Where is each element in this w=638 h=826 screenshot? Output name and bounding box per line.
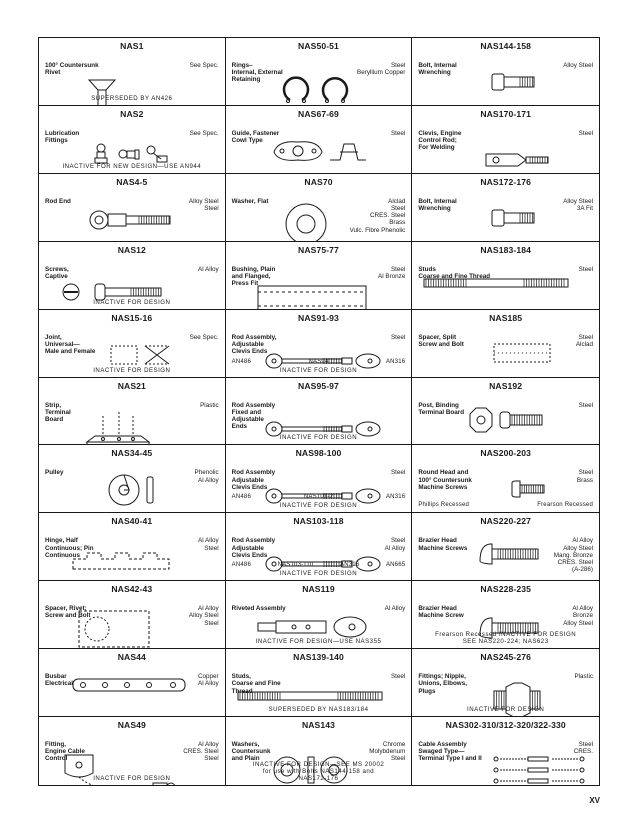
part-number: NAS200-203	[480, 448, 531, 459]
part-number: NAS98-100	[295, 448, 342, 459]
terminal-strip-icon	[83, 412, 153, 446]
part-description: Bolt, Internal Wrenching	[418, 62, 457, 77]
part-cell	[226, 310, 413, 378]
part-cell	[226, 445, 413, 513]
part-cell	[226, 174, 413, 242]
busbar-icon	[69, 677, 189, 693]
part-number: NAS40-41	[111, 516, 153, 527]
rod-end-icon	[87, 210, 177, 230]
part-material: Alloy Steel Steel	[188, 197, 219, 213]
part-number: NAS49	[117, 720, 146, 731]
part-number: NAS34-45	[111, 448, 153, 459]
part-material: Alloy Steel 3A Fit	[563, 197, 593, 213]
brazier-screw-icon	[476, 541, 546, 567]
part-material: Copper Al Alloy	[198, 673, 219, 688]
part-cell	[412, 717, 599, 785]
part-number: NAS143	[301, 720, 336, 731]
related-part-label: AN316	[385, 494, 406, 501]
part-description: Guide, Fastener Cowl Type	[231, 129, 280, 145]
part-number: NAS21	[117, 380, 146, 391]
part-material: Al Alloy	[198, 265, 219, 273]
part-description: Fitting, Engine Cable Control	[45, 741, 85, 763]
part-material: Phenolic Al Alloy	[194, 469, 219, 484]
part-description: Hinge, Half Continuous; Pin Continuous	[45, 537, 94, 559]
part-number: NAS91-93	[298, 312, 339, 323]
part-cell	[226, 717, 413, 785]
part-cell	[39, 513, 226, 581]
part-number: NAS185	[489, 312, 523, 323]
part-material: See Spec.	[189, 129, 219, 137]
part-number: NAS42-43	[111, 584, 153, 595]
part-description: Rod Assembly Fixed and Adjustable Ends	[231, 401, 276, 431]
part-description: Clevis, Engine Control Rod; For Welding	[418, 129, 462, 152]
part-description: Brazier Head Machine Screw	[418, 605, 464, 620]
part-number: NAS75-77	[298, 244, 339, 255]
part-description: Fittings; Nipple, Unions, Elbows, Plugs	[418, 673, 467, 695]
parts-index-grid	[38, 37, 600, 786]
split-spacer-icon	[492, 342, 552, 364]
part-cell	[412, 581, 599, 649]
part-description: 100° Countersunk Rivet	[45, 62, 99, 77]
related-part-numbers	[232, 359, 406, 365]
part-material: Steel	[578, 129, 593, 137]
part-material: Steel	[390, 469, 406, 477]
part-description: Spacer, Rivet; Screw and Bolt	[45, 605, 91, 620]
related-part-label: Phillips Recessed	[418, 502, 470, 509]
part-description: Washer, Flat	[231, 197, 269, 205]
related-part-label: AN486	[231, 494, 252, 501]
part-material: Al Alloy Alloy Steel Mang. Bronze CRES. Steel (A-286)	[553, 537, 593, 574]
related-part-label: AN316	[340, 562, 360, 569]
hinge-icon	[69, 551, 179, 573]
status-note: INACTIVE FOR NEW DESIGN—USE AN944	[62, 162, 202, 170]
part-cell	[226, 38, 413, 106]
part-material: Al Alloy Bronze Alloy Steel	[563, 605, 593, 627]
status-note: INACTIVE FOR DESIGN	[279, 570, 358, 578]
part-number: NAS172-176	[480, 176, 531, 187]
related-part-label: AN486	[231, 358, 252, 365]
part-number: NAS192	[489, 380, 523, 391]
part-material: Plastic	[200, 401, 219, 409]
part-cell	[39, 445, 226, 513]
part-cell	[39, 378, 226, 446]
part-cell	[412, 38, 599, 106]
part-number: NAS170-171	[480, 108, 531, 119]
status-note: INACTIVE FOR DESIGN	[93, 366, 171, 374]
part-description: Post, Binding Terminal Board	[418, 401, 465, 416]
part-cell	[39, 649, 226, 717]
part-material: Chrome Molybdenum Steel	[369, 741, 406, 763]
part-material: Alloy Steel	[563, 62, 593, 69]
related-part-numbers	[232, 494, 406, 500]
part-number: NAS139-140	[293, 652, 344, 663]
riveted-assembly-icon	[254, 615, 374, 639]
part-material: Steel Beryllium Copper	[357, 62, 406, 77]
pulley-icon	[107, 473, 157, 507]
part-number: NAS220-227	[480, 516, 531, 527]
part-cell	[226, 378, 413, 446]
part-cell	[39, 174, 226, 242]
part-cell	[412, 378, 599, 446]
cable-assembly-icon	[492, 753, 588, 785]
part-description: Joint, Universal— Male and Female	[45, 333, 96, 356]
part-cell	[412, 310, 599, 378]
related-part-numbers	[232, 562, 406, 568]
part-material: Steel	[578, 401, 593, 409]
part-cell	[412, 513, 599, 581]
part-description: Studs Coarse and Fine Thread	[418, 265, 491, 280]
stud-icon	[234, 689, 386, 703]
part-description: Strip, Terminal Board	[45, 401, 71, 423]
part-number: NAS4-5	[116, 176, 148, 187]
status-note: INACTIVE FOR DESIGN	[279, 366, 358, 374]
part-description: Rod End	[45, 197, 71, 205]
part-cell	[39, 581, 226, 649]
part-material: Steel	[578, 265, 593, 273]
status-note: INACTIVE FOR DESIGN	[279, 502, 358, 510]
part-description: Lubrication Fittings	[45, 129, 80, 145]
part-description: Busbar Electrical	[45, 673, 74, 688]
part-cell	[226, 242, 413, 310]
related-part-numbers	[418, 502, 593, 508]
cowl-fastener-guide-icon	[268, 134, 368, 164]
part-material: See Spec.	[189, 62, 219, 69]
part-description: Studs, Coarse and Fine Thread	[231, 673, 281, 695]
part-material: Steel	[390, 129, 406, 137]
part-number: NAS70	[304, 176, 333, 187]
part-number: NAS228-235	[480, 584, 531, 595]
status-note: INACTIVE FOR DESIGN—SEE MS 20002 for use with Bolts NAS144-158 and NAS172-176	[252, 760, 385, 782]
part-cell	[412, 242, 599, 310]
related-part-label: NAS94	[308, 358, 329, 365]
part-material: Al Alloy CRES. Steel Steel	[183, 741, 219, 763]
part-number: NAS12	[117, 244, 146, 255]
part-cell	[412, 174, 599, 242]
status-note: SUPERSEDED BY NAS183/184	[268, 706, 369, 714]
part-material: See Spec.	[189, 333, 219, 341]
part-number: NAS67-69	[298, 108, 339, 119]
part-cell	[412, 106, 599, 174]
part-description: Rod Assembly Adjustable Clevis Ends	[231, 469, 276, 491]
part-cell	[39, 717, 226, 785]
status-note: INACTIVE FOR DESIGN	[467, 706, 545, 714]
part-description: Rod Assembly Adjustable Clevis Ends	[231, 537, 276, 559]
part-description: Spacer, Split Screw and Bolt	[418, 333, 464, 348]
part-description: Rod Assembly, Adjustable Clevis Ends	[231, 333, 277, 356]
status-note: SUPERSEDED BY AN426	[91, 94, 173, 102]
part-description: Screws, Captive	[45, 265, 69, 280]
part-number: NAS245-276	[480, 652, 531, 663]
lubrication-fitting-icon	[91, 142, 171, 164]
internal-wrenching-bolt-icon	[490, 72, 540, 92]
bushing-icon	[252, 284, 372, 310]
part-material: Steel Al Alloy	[384, 537, 406, 552]
part-cell	[226, 513, 413, 581]
part-number: NAS119	[302, 584, 335, 595]
retaining-ring-icon	[278, 74, 358, 104]
part-cell	[39, 38, 226, 106]
page-number: XV	[589, 796, 600, 805]
related-part-label: Frearson Recessed	[537, 502, 593, 509]
part-cell	[39, 310, 226, 378]
part-number: NAS103-118	[293, 516, 344, 527]
part-description: Bolt, Internal Wrenching	[418, 197, 457, 213]
related-part-label: NAS101-2	[303, 494, 334, 501]
part-material: Steel Alclad	[575, 333, 593, 348]
part-number: NAS95-97	[298, 380, 339, 391]
part-cell	[412, 445, 599, 513]
part-number: NAS183-184	[480, 244, 531, 255]
internal-wrenching-bolt-icon	[490, 208, 540, 228]
part-cell	[226, 106, 413, 174]
part-material: Al Alloy Steel	[198, 537, 219, 552]
related-part-label: AN665	[385, 562, 406, 569]
machine-screw-icon	[508, 479, 548, 499]
universal-joint-icon	[109, 344, 179, 366]
status-note: Frearson Recessed INACTIVE FOR DESIGN SEE NAS220-224; NAS623	[435, 631, 577, 646]
part-number: NAS1	[120, 41, 144, 51]
part-number: NAS44	[117, 652, 146, 663]
stud-icon	[420, 276, 572, 290]
part-cell	[226, 649, 413, 717]
part-material: Al Alloy	[384, 605, 406, 613]
part-number: NAS50-51	[298, 41, 339, 51]
part-description: Pulley	[45, 469, 64, 477]
part-cell	[39, 106, 226, 174]
rivet-spacer-icon	[73, 609, 153, 649]
part-description: Bushing, Plain and Flanged, Press Fit	[231, 265, 276, 288]
status-note: INACTIVE FOR DESIGN	[93, 774, 171, 782]
part-description: Cable Assembly Swaged Type— Terminal Type I and II	[418, 741, 482, 763]
part-material: Plastic	[574, 673, 593, 681]
flat-washer-icon	[284, 202, 328, 242]
part-cell	[412, 649, 599, 717]
part-material: Steel	[390, 333, 406, 341]
part-cell	[226, 581, 413, 649]
part-description: Rings– Internal, External Retaining	[231, 62, 283, 84]
part-description: Round Head and 100° Countersunk Machine Screws	[418, 469, 472, 491]
part-material: Steel CRES.	[573, 741, 593, 756]
part-number: NAS144-158	[480, 41, 531, 51]
part-material: Al Alloy Alloy Steel Steel	[188, 605, 219, 627]
part-cell	[39, 242, 226, 310]
part-number: NAS302-310/312-320/322-330	[445, 720, 566, 731]
part-description: Washers, Countersunk and Plain	[231, 741, 271, 763]
related-part-label: AN486	[231, 562, 252, 569]
clevis-icon	[482, 150, 552, 170]
part-number: NAS15-16	[111, 312, 153, 323]
status-note: INACTIVE FOR DESIGN	[279, 434, 358, 442]
status-note: INACTIVE FOR DESIGN	[93, 298, 171, 306]
part-material: Steel Brass	[576, 469, 593, 484]
part-material: Steel Al Bronze	[378, 265, 406, 280]
part-number: NAS2	[120, 108, 144, 119]
part-material: Alclad Steel CRES. Steel Brass Vulc. Fibre Phenolic	[349, 197, 406, 234]
part-description: Brazier Head Machine Screws	[418, 537, 468, 552]
binding-post-icon	[466, 406, 546, 436]
related-part-label: AN316	[385, 358, 406, 365]
part-description: Riveted Assembly	[231, 605, 286, 613]
status-note: INACTIVE FOR DESIGN—USE NAS355	[255, 638, 382, 646]
related-part-label: NAS103-110	[277, 562, 314, 569]
part-material: Steel	[390, 673, 406, 681]
